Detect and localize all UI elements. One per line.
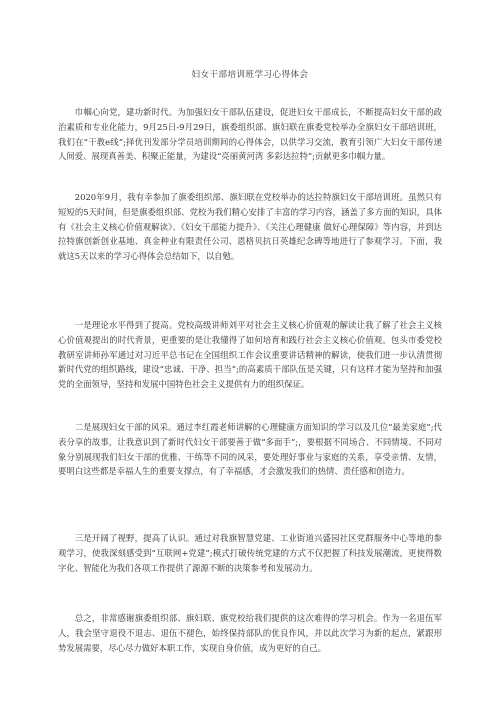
paragraph-conclusion: 总之，非常感谢旗委组织部、旗妇联、旗党校给我们提供的这次难得的学习机会。作为一名退伍军人，我会坚守退役不退志、退伍不褪色，始终保持部队的优良作风，并以此次学习为新的起点，紧跟形势发展需要，尽心尽力做好本职工作，实现自身价值，成为更好的自己。 [58, 613, 442, 653]
paragraph-overview: 2020年9月，我有幸参加了旗委组织部、旗妇联在党校举办的达拉特旗妇女干部培训班。虽然只有短短的5天时间，但是旗委组织部、党校为我们精心安排了丰富的学习内容，涵盖了多方面的知识，具体有《社会主义核心价值观解读》、《妇女干部能力提升》、《关注心理健康 做好心理保障》等内容，并到达拉特旗创新创业基地、真金种业有限责任公司、恩格贝抗日英雄纪念碑等地进行了参观学习。下面，我就这5天以来的学习心得体会总结如下，以自勉。 [58, 192, 442, 261]
paragraph-point-three: 三是开阔了视野，提高了认识。通过对我旗智慧党建、工业街道兴盛园社区党群服务中心等地的参观学习，使我深刻感受到“互联网+党建”;模式打破传统党建的方式不仅把握了科技发展潮流，更使得数字化、智能化为我们各项工作提供了源源不断的决策参考和发展动力。 [58, 533, 442, 573]
document-title: 妇女干部培训班学习心得体会 [191, 70, 309, 80]
paragraph-intro: 巾帼心向党，建功新时代。为加强妇女干部队伍建设，促进妇女干部成长，不断提高妇女干部的政治素质和专业化能力，9月25日-9月29日，旗委组织部、旗妇联在旗委党校举办全旗妇女干部培训班，我们在“干教e线”;择优刊发部分学员培训期间的心得体会，以供学习交流，教育引领广大妇女干部传递人间爱、展现真善美、积聚正能量，为建设“亮丽黄河湾 多彩达拉特”;贡献更多巾帼力量。 [58, 107, 442, 162]
paragraph-point-one: 一是理论水平得到了提高。党校高级讲师刘平对社会主义核心价值观的解读让我了解了社会主义核心价值观提出的时代背景，更重要的是让我懂得了如何培育和践行社会主义核心价值观。包头市委党校教研室讲师孙军通过对习近平总书记在全国组织工作会议重要讲话精神的解读，使我们进一步认清贯彻新时代党的组织路线，建设“忠诚、干净、担当”;的高素质干部队伍是关键，只有这样才能为坚持和加强党的全面领导，坚持和发展中国特色社会主义提供有力的组织保证。 [58, 320, 442, 389]
paragraph-point-two: 二是展现妇女干部的风采。通过李红霞老师讲解的心理健康方面知识的学习以及几位“最美家庭”;代表分享的故事，让我意识到了新时代妇女干部要善于做“多面手”;，要根据不同场合、不同情境、不同对象分别展现我们妇女干部的优雅、干练等不同的风采，要处理好事业与家庭的关系，享受亲情、友情，要明白这些都是幸福人生的重要支撑点，有了幸福感，才会激发我们的热情、责任感和创造力。 [58, 422, 442, 477]
